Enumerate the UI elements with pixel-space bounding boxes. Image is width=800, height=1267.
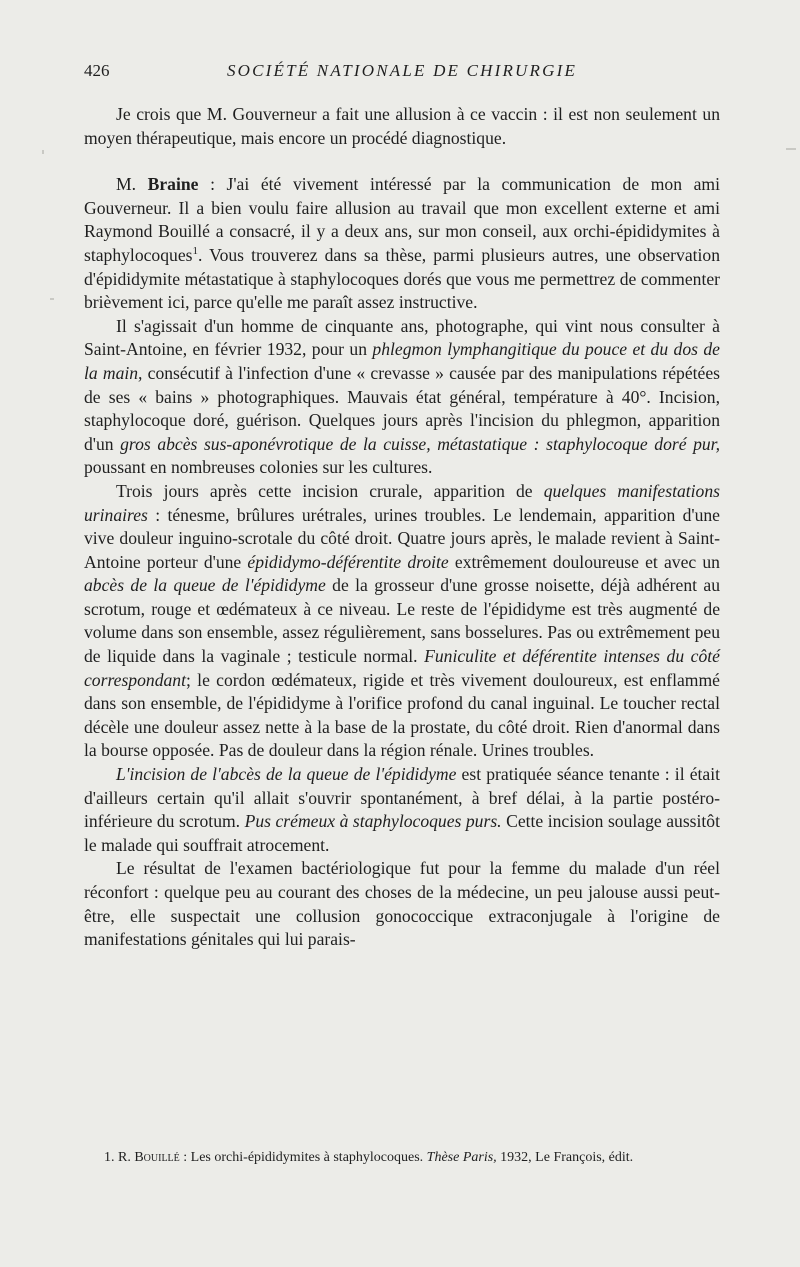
paragraph-5: L'incision de l'abcès de la queue de l'épididyme est pratiquée séance tenante : il était d'ailleurs certain qu'il allait s'ouvrir spontanément, à bref délai, à la partie postéro-inférieure du scrotum. Pus crémeux à staphylocoques purs. Cette incision soulage aussitôt le malade qui souffrait atrocement. [84, 764, 720, 855]
running-title: SOCIÉTÉ NATIONALE DE CHIRURGIE [226, 61, 578, 80]
paragraph-6: Le résultat de l'examen bactériologique fut pour la femme du malade d'un réel réconfort : quelque peu au courant des choses de la médecine, un peu jalouse aussi peut-être, elle suspectait une collusion gonococcique extraconjugale à l'origine de manifestations génitales qui lui parais- [84, 858, 720, 950]
page-header [84, 60, 720, 82]
paragraph-3: Il s'agissait d'un homme de cinquante ans, photographe, qui vint nous consulter à Saint-Antoine, en février 1932, pour un phlegmon lymphangitique du pouce et du dos de la main, consécutif à l'infection d'une « crevasse » causée par des manipulations répétées de ses « bains » photographiques. Mauvais état général, température à 40°. Incision, staphylocoque doré, guérison. Quelques jours après l'incision du phlegmon, apparition d'un gros abcès sus-aponévrotique de la cuisse, métastatique : staphylocoque doré pur, poussant en nombreuses colonies sur les cultures. [84, 315, 720, 478]
margin-dash [50, 298, 54, 300]
paragraph-1: Je crois que M. Gouverneur a fait une allusion à ce vaccin : il est non seulement un moyen thérapeutique, mais encore un procédé diagnostique. [84, 104, 720, 148]
speaker-name: Braine [147, 174, 199, 195]
footnote-author: R. Bouillé [118, 1150, 180, 1165]
paragraph-2: M. Braine : J'ai été vivement intéressé par la communication de mon ami Gouverneur. Il a bien voulu faire allusion au travail que mon excellent externe et ami Raymond Bouillé a consacré, il y a deux ans, sur mon conseil, aux orchi-épididymites à staphylocoques$^1$. Vous trouverez dans sa thèse, parmi plusieurs autres, une observation d'épididymite métastatique à staphylocoques dorés que vous me permettrez de commenter brièvement ici, parce qu'elle me paraît assez instructive. [84, 174, 720, 313]
footnote-title: Thèse Paris, [426, 1150, 497, 1165]
footnote-number: 1. [104, 1150, 115, 1165]
margin-dot [42, 150, 44, 154]
paragraph-4: Trois jours après cette incision crurale, apparition de quelques manifestations urinaires : ténesme, brûlures urétrales, urines troubles. Le lendemain, apparition d'une vive douleur inguino-scrotale du côté droit. Quatre jours après, le malade revient à Saint-Antoine porteur d'une épididymo-déférentite droite extrêmement douloureuse et avec un abcès de la queue de l'épididyme de la grosseur d'une grosse noisette, déjà adhérent au scrotum, rouge et œdémateux à ce niveau. Le reste de l'épididyme est très augmenté de volume dans son ensemble, assez régulièrement, sans bosselures. Pas ou extrêmement peu de liquide dans la vaginale ; testicule normal. Funiculite et déférentite intenses du côté correspondant; le cordon œdémateux, rigide et très vivement douloureux, est enflammé dans son ensemble, de l'épididyme à l'orifice profond du canal inguinal. Le toucher rectal décèle une douleur assez nette à la base de la prostate, du côté droit. Rien d'anormal dans la bourse opposée. Pas de douleur dans la région rénale. Urines troubles. [84, 480, 720, 761]
footnote: 1. R. Bouillé : Les orchi-épididymites à staphylocoques. Thèse Paris, 1932, Le François, édit. [104, 1150, 634, 1165]
page-number: 426 [84, 61, 110, 80]
edge-mark [786, 148, 796, 150]
speaker-prefix: M. [116, 174, 137, 195]
body-text [84, 103, 720, 952]
footnote-reference: 1 [192, 245, 198, 258]
